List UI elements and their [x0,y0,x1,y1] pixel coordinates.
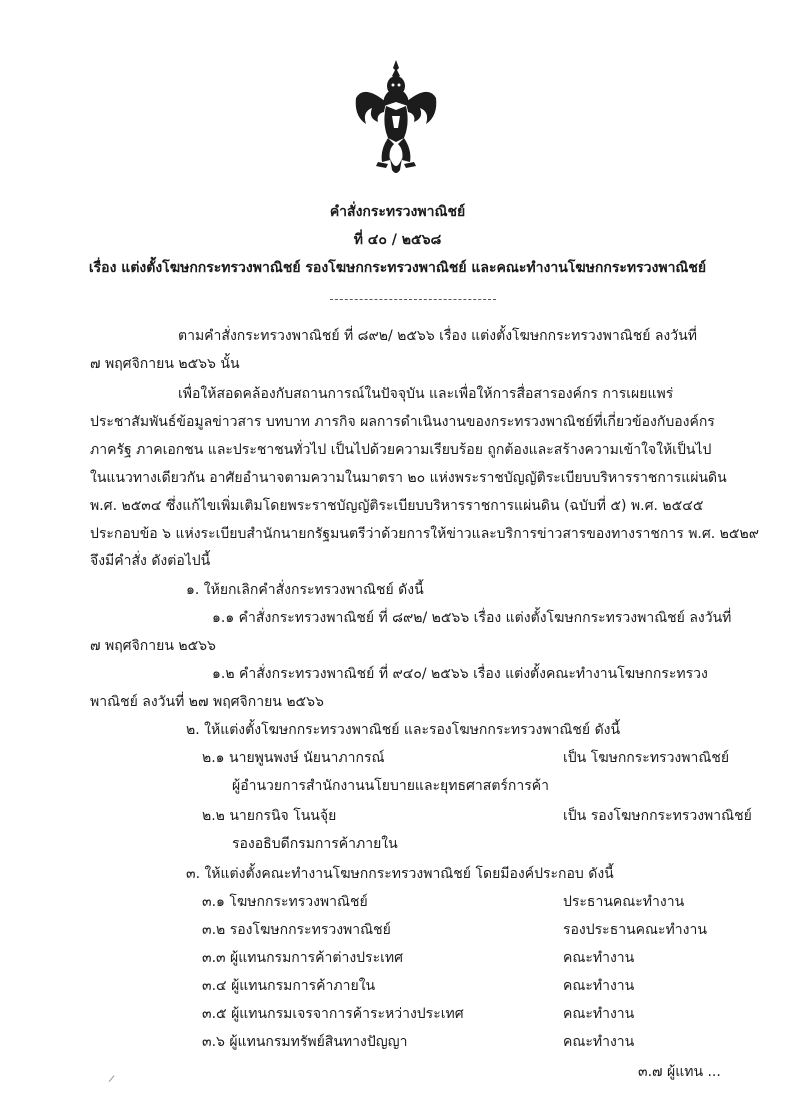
document-title: คำสั่งกระทรวงพาณิชย์ [329,204,466,220]
intro-paragraph-1-line-2: ๗ พฤศจิกายน ๒๕๖๖ นั้น [90,356,240,372]
garuda-emblem-icon [352,58,440,178]
section-2-item-1-name: ๒.๑ นายพูนพงษ์ นัยนาภากรณ์ [202,750,385,766]
section-2-item-2-role: เป็น รองโฆษกกระทรวงพาณิชย์ [563,808,752,824]
section-1-item-1-line-2: ๗ พฤศจิกายน ๒๕๖๖ [90,638,216,654]
intro-paragraph-2-line-2: ประชาสัมพันธ์ข้อมูลข่าวสาร บทบาท ภารกิจ ผลการดำเนินงานของกระทรวงพาณิชย์ที่เกี่ยวข้องกับองค์กร [90,414,715,430]
intro-paragraph-2-line-5: พ.ศ. ๒๕๓๔ ซึ่งแก้ไขเพิ่มเติมโดยพระราชบัญญัติระเบียบบริหารราชการแผ่นดิน (ฉบับที่ ๕) พ.ศ. ๒๕๔๕ [90,498,704,514]
member-name: ๓.๔ ผู้แทนกรมการค้าภายใน [202,978,376,994]
continuation-note: ๓.๗ ผู้แทน ... [638,1064,721,1080]
member-role: คณะทำงาน [563,950,635,966]
member-role: คณะทำงาน [563,978,635,994]
intro-paragraph-2-line-7: จึงมีคำสั่ง ดังต่อไปนี้ [90,553,211,569]
member-name: ๓.๑ โฆษกกระทรวงพาณิชย์ [202,894,368,910]
order-subject: เรื่อง แต่งตั้งโฆษกกระทรวงพาณิชย์ รองโฆษกกระทรวงพาณิชย์ และคณะทำงานโฆษกกระทรวงพาณิชย์ [88,260,707,276]
intro-paragraph-2-line-3: ภาครัฐ ภาคเอกชน และประชาชนทั่วไป เป็นไปด้วยความเรียบร้อย ถูกต้องและสร้างความเข้าใจให้เป็นไป [90,442,712,458]
section-1-item-1-line-1: ๑.๑ คำสั่งกระทรวงพาณิชย์ ที่ ๘๙๒/ ๒๕๖๖ เรื่อง แต่งตั้งโฆษกกระทรวงพาณิชย์ ลงวันที่ [212,610,732,626]
section-1-item-2-line-1: ๑.๒ คำสั่งกระทรวงพาณิชย์ ที่ ๙๔๐/ ๒๕๖๖ เรื่อง แต่งตั้งคณะทำงานโฆษกกระทรวง [212,666,708,682]
section-3-heading: ๓. ให้แต่งตั้งคณะทำงานโฆษกกระทรวงพาณิชย์ โดยมีองค์ประกอบ ดังนี้ [186,866,614,882]
section-2-item-2-name: ๒.๒ นายกรนิจ โนนจุ้ย [202,808,337,824]
section-1-heading: ๑. ให้ยกเลิกคำสั่งกระทรวงพาณิชย์ ดังนี้ [186,582,424,598]
section-2-item-1-role: เป็น โฆษกกระทรวงพาณิชย์ [563,750,730,766]
member-name: ๓.๓ ผู้แทนกรมการค้าต่างประเทศ [202,950,403,966]
section-2-item-1-position: ผู้อำนวยการสำนักงานนโยบายและยุทธศาสตร์การค้า [232,778,550,794]
member-name: ๓.๒ รองโฆษกกระทรวงพาณิชย์ [202,922,391,938]
section-1-item-2-line-2: พาณิชย์ ลงวันที่ ๒๗ พฤศจิกายน ๒๕๖๖ [90,694,324,710]
member-role: คณะทำงาน [563,1034,635,1050]
section-2-item-2-position: รองอธิบดีกรมการค้าภายใน [232,836,398,852]
member-role: ประธานคณะทำงาน [563,894,685,910]
member-name: ๓.๖ ผู้แทนกรมทรัพย์สินทางปัญญา [202,1034,408,1050]
section-2-heading: ๒. ให้แต่งตั้งโฆษกกระทรวงพาณิชย์ และรองโฆษกกระทรวงพาณิชย์ ดังนี้ [186,722,621,738]
member-name: ๓.๕ ผู้แทนกรมเจรจาการค้าระหว่างประเทศ [202,1006,464,1022]
scan-mark [109,1075,116,1082]
order-number: ที่ ๔๐ / ๒๕๖๘ [353,232,442,248]
separator-line [330,299,496,300]
intro-paragraph-2-line-4: ในแนวทางเดียวกัน อาศัยอำนาจตามความในมาตรา ๒๐ แห่งพระราชบัญญัติระเบียบบริหารราชการแผ่นดิน [90,470,727,486]
member-role: รองประธานคณะทำงาน [563,922,707,938]
intro-paragraph-2-line-6: ประกอบข้อ ๖ แห่งระเบียบสำนักนายกรัฐมนตรีว่าด้วยการให้ข่าวและบริการข่าวสารของทางราชการ พ.ศ. ๒๕๒๙ [90,526,759,542]
intro-paragraph-1-line-1: ตามคำสั่งกระทรวงพาณิชย์ ที่ ๘๙๒/ ๒๕๖๖ เรื่อง แต่งตั้งโฆษกกระทรวงพาณิชย์ ลงวันที่ [178,328,697,344]
intro-paragraph-2-line-1: เพื่อให้สอดคล้องกับสถานการณ์ในปัจจุบัน และเพื่อให้การสื่อสารองค์กร การเผยแพร่ [178,386,674,402]
member-role: คณะทำงาน [563,1006,635,1022]
